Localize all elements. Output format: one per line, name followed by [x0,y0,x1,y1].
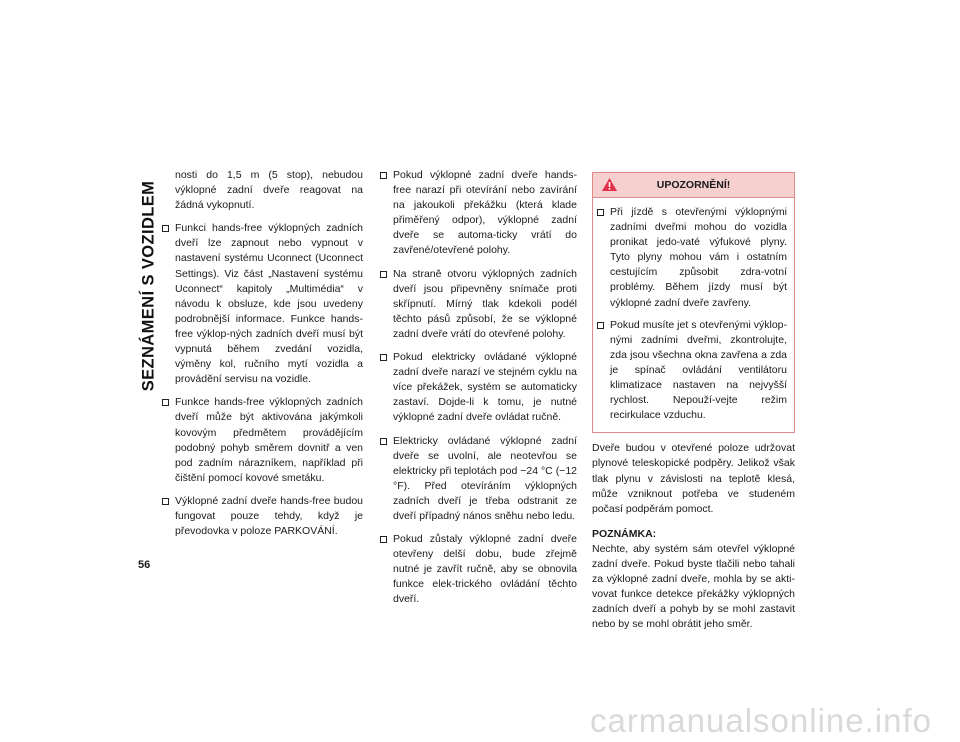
page-number: 56 [138,559,151,571]
list-item [379,434,577,525]
note-text: Nechte, aby systém sám otevřel výklopné zadní dveře. Pokud byste tlačili nebo tahali za výklopné zadní dveře, mohla by se akti-vovat funkce detekce překážky výklopných zadních dveří a pohyb by se mohl zastavit nebo by se mohl obrátit jeho směr. [592,542,795,631]
list-item-text: Elektricky ovládané výklopné zadní dveře se uvolní, ale neotevřou se elektricky při teplotách pod −24 °C (−12 °F). Před otevíráním výklopných zadních dveří je třeba odstranit ze dveří případný nános sněhu nebo ledu. [393,434,577,522]
list-item [161,494,363,539]
sidebar-tab [136,176,162,396]
list-item [161,395,363,486]
body-paragraph: Dveře budou v otevřené poloze udržovat plynové teleskopické podpěry. Jelikož však tlak plynu v závislosti na teplotě klesá, může vzniknout potřeba ve studeném počasí podpěrám pomoct. [592,442,795,515]
list-item-text: Funkci hands-free výklopných zadních dveří lze zapnout nebo vypnout v nastavení systému Uconnect (Uconnect Settings). Viz část „Nastavení systému Uconnect“ kapitoly „Multimédia“ v návodu k obsluze, kde jsou uvedeny podrobnější informace. Funkce hands-free výklop-ných zadních dveří musí být vypnutá během zvedání vozidla, výměny kol, ručního mytí vozidla a provádění servisu na vozidle. [175,222,363,386]
checkbox-square-icon [597,209,604,216]
list-item-text: Pokud elektricky ovládané výklopné zadní dveře narazí ve stejném cyklu na více překážek, systém se automaticky zastaví. Dojde-li k tomu, je nutné výklopné zadní dveře ovládat ručně. [393,351,577,424]
list-item [379,168,577,259]
list-item-text: Výklopné zadní dveře hands-free budou fungovat pouze tehdy, když je převodovka v poloze PARKOVÁNÍ. [175,494,363,538]
list-item-text: Při jízdě s otevřenými výklopnými zadními dveřmi mohou do vozidla pronikat jedo-vaté výfukové plyny. Tyto plyny mohou vám i ostatním cestujícím způsobit zdra-votní problémy. Během jízdy musí být výklopné zadní dveře zavřeny. [610,206,787,309]
warning-box [592,172,795,433]
list-item [161,221,363,387]
list-item-text: Pokud zůstaly výklopné zadní dveře otevřeny delší dobu, bude zřejmě nutné je zavřít ručně, aby se obnovila funkce elek-trického ovládání těchto dveří. [393,533,577,606]
checkbox-square-icon [380,438,387,445]
warning-triangle-icon [601,177,618,192]
continued-paragraph: nosti do 1,5 m (5 stop), nebudou výklopné zadní dveře reagovat na žádná vykopnutí. [175,169,363,212]
list-item [596,318,787,424]
checkbox-square-icon [380,354,387,361]
column-2 [379,168,577,616]
checkbox-square-icon [162,399,169,406]
checkbox-square-icon [162,498,169,505]
section-title: SEZNÁMENÍ S VOZIDLEM [139,180,158,392]
checkbox-square-icon [162,225,169,232]
list-item [379,267,577,342]
note-title: POZNÁMKA: [592,527,657,540]
checkbox-square-icon [380,172,387,179]
list-item-text: Pokud výklopné zadní dveře hands-free narazí při otevírání nebo zavírání na jakoukoli překážku (která klade přiměřený odpor), výklopné zadní dveře se automa-ticky vrátí do zavřené/otevřené polohy. [393,169,577,257]
warning-title: UPOZORNĚNÍ! [656,179,731,191]
warning-header [593,173,794,198]
watermark: carmanualsonline.info [589,702,932,739]
column-1 [161,168,363,547]
warning-body [593,198,794,432]
list-item [379,350,577,425]
checkbox-square-icon [380,271,387,278]
list-item-text: Funkce hands-free výklopných zadních dveří může být aktivována jakýmkoli kovovým předmětem provádějícím podobný pohyb směrem dovnitř a ven pod zadním nárazníkem, například při čištění pomocí kovové smetáku. [175,396,363,484]
column-3 [592,172,795,632]
checkbox-square-icon [380,536,387,543]
checkbox-square-icon [597,322,604,329]
list-item [379,532,577,607]
list-item-text: Na straně otvoru výklopných zadních dveří jsou připevněny snímače proti skřípnutí. Mírný tlak kdekoli podél těchto pásů způsobí, že se výklopné zadní dveře vrátí do otevřené polohy. [393,267,577,340]
list-item [596,205,787,311]
list-item-text: Pokud musíte jet s otevřenými výklop-nými zadními dveřmi, zkontrolujte, zda jsou všechna okna zavřena a zda je spínač ovládání ventilátoru klimatizace nastaven na nejvyšší rychlost. Nepouží-vejte režim recirkulace vzduchu. [610,318,787,422]
